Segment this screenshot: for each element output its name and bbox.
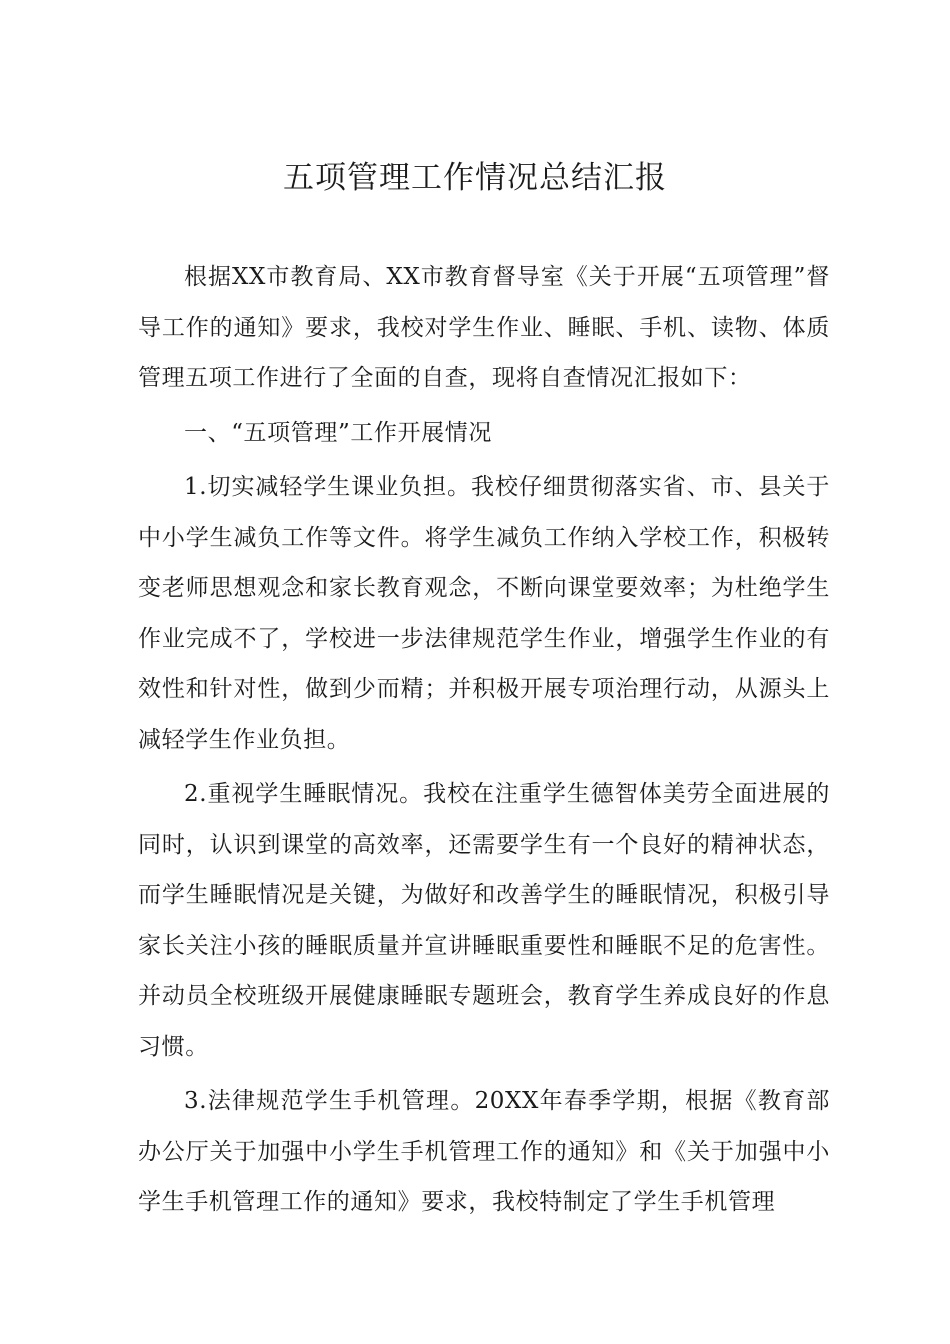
section-heading: 一、“五项管理”工作开展情况: [184, 419, 492, 446]
paragraph-phone: 3.法律规范学生手机管理。20XX年春季学期，根据《教育部办公厅关于加强中小学生手机管理工作的通知》和《关于加强中小学生手机管理工作的通知》要求，我校特制定了学生手机管理: [138, 1088, 830, 1215]
document-body: [138, 252, 830, 1228]
paragraph-sleep: 2.重视学生睡眠情况。我校在注重学生德智体美劳全面进展的同时，认识到课堂的高效率，还需要学生有一个良好的精神状态，而学生睡眠情况是关键，为做好和改善学生的睡眠情况，积极引导家长关注小孩的睡眠质量并宣讲睡眠重要性和睡眠不足的危害性。并动员全校班级开展健康睡眠专题班会，教育学生养成良好的作息习惯。: [138, 781, 830, 1060]
intro-paragraph: 根据XX市教育局、XX市教育督导室《关于开展“五项管理”督导工作的通知》要求，我校对学生作业、睡眠、手机、读物、体质管理五项工作进行了全面的自查，现将自查情况汇报如下：: [138, 264, 830, 391]
document-title: 五项管理工作情况总结汇报: [283, 160, 667, 196]
paragraph-workload: 1.切实减轻学生课业负担。我校仔细贯彻落实省、市、县关于中小学生减负工作等文件。将学生减负工作纳入学校工作，积极转变老师思想观念和家长教育观念，不断向课堂要效率；为杜绝学生作业完成不了，学校进一步法律规范学生作业，增强学生作业的有效性和针对性，做到少而精；并积极开展专项治理行动，从源头上减轻学生作业负担。: [138, 474, 830, 753]
